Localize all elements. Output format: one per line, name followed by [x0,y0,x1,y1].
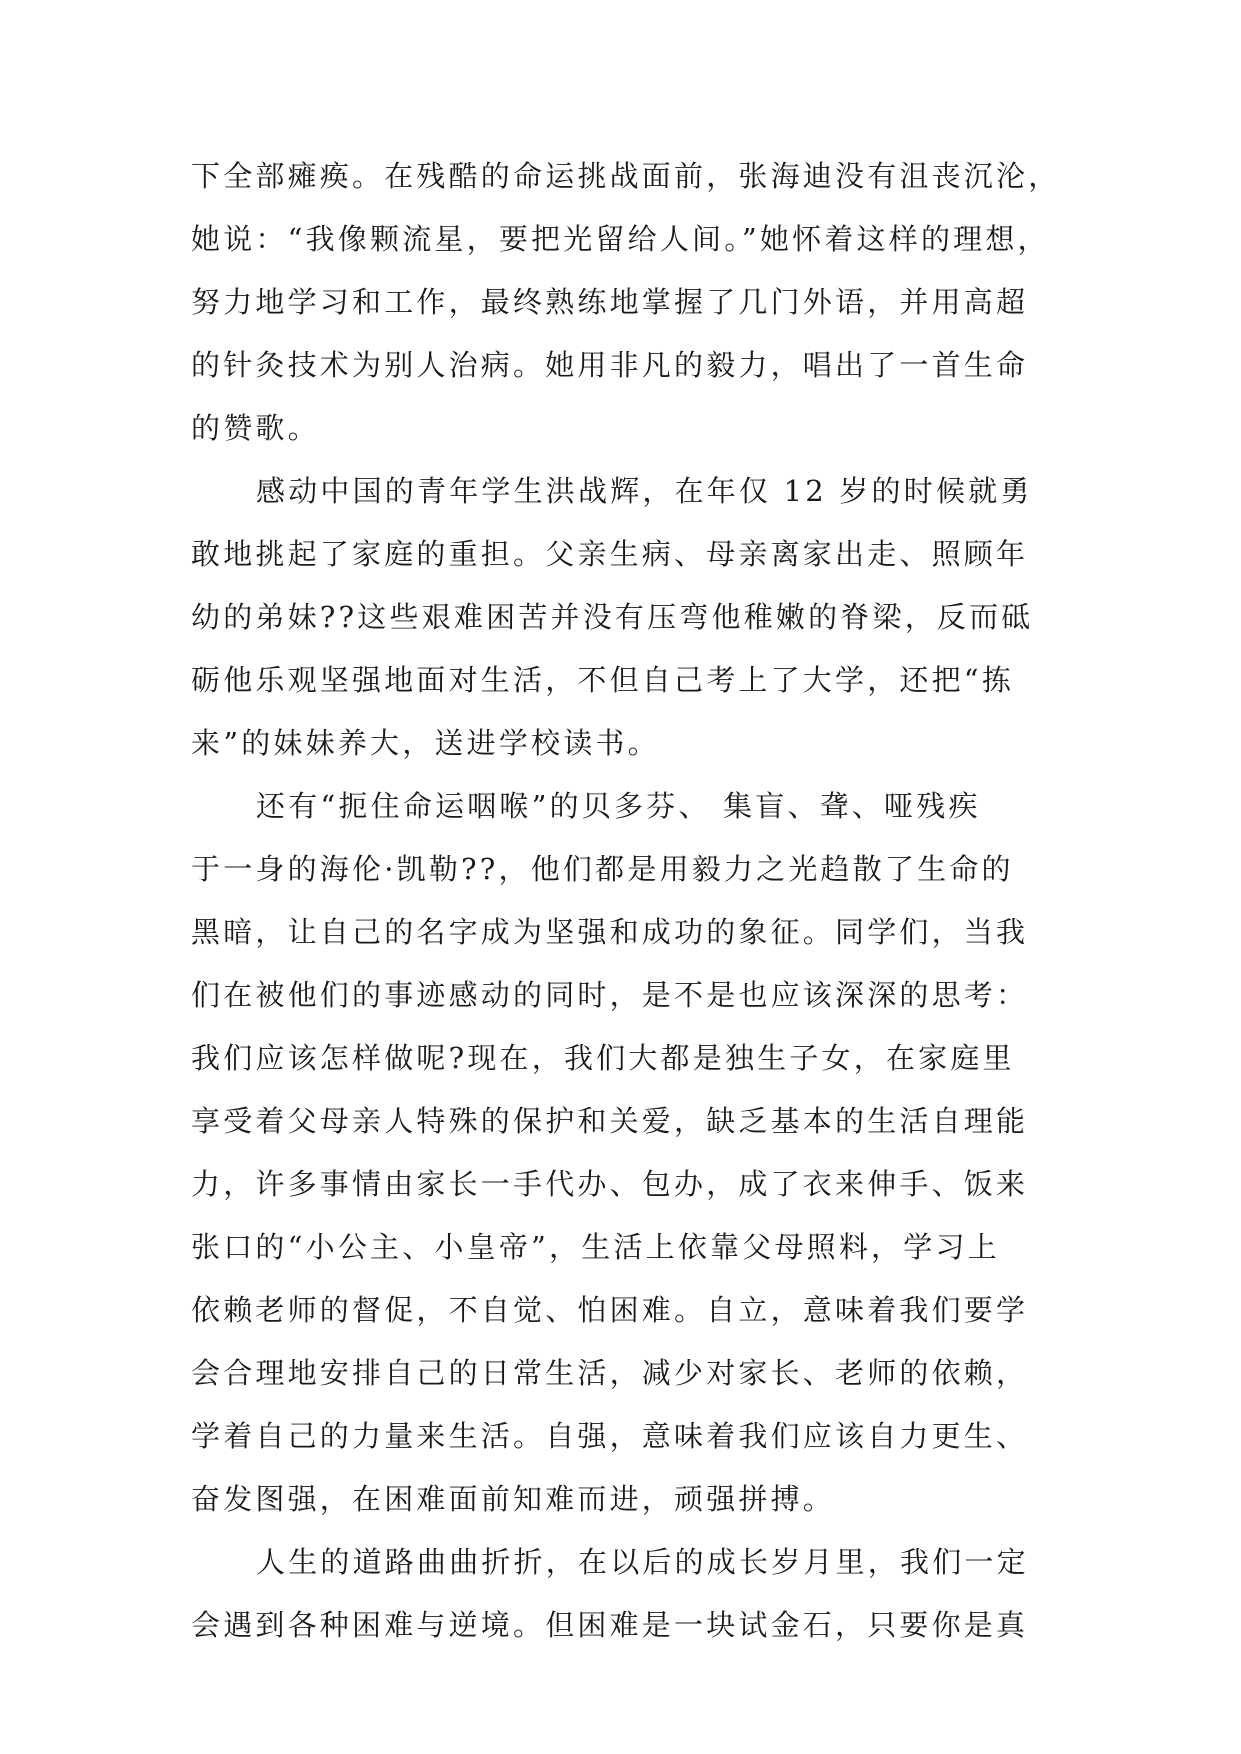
text-line: 的针灸技术为别人治病。她用非凡的毅力，唱出了一首生命 [191,348,1029,382]
text-line: 砺他乐观坚强地面对生活，不但自己考上了大学，还把“拣 [191,663,1015,697]
text-line: 来”的妹妹养大，送进学校读书。 [191,726,660,760]
text-line: 依赖老师的督促，不自觉、怕困难。自立，意味着我们要学 [191,1293,1029,1327]
text-line: 会遇到各种困难与逆境。但困难是一块试金石，只要你是真 [191,1608,1029,1642]
paragraph-zhang-haidi [191,145,1061,460]
text-line: 的赞歌。 [191,411,320,445]
text-line: 敢地挑起了家庭的重担。父亲生病、母亲离家出走、照顾年 [191,537,1029,571]
text-line: 感动中国的青年学生洪战辉，在年仅 12 岁的时候就勇 [256,474,1033,508]
text-line: 张口的“小公主、小皇帝”，生活上依靠父母照料，学习上 [191,1230,1000,1264]
text-line: 还有“扼住命运咽喉”的贝多芬、 集盲、聋、哑残疾 [256,789,981,823]
text-line: 人生的道路曲曲折折，在以后的成长岁月里，我们一定 [256,1545,1029,1579]
text-line: 她说：“我像颗流星，要把光留给人间。”她怀着这样的理想， [191,222,1050,256]
paragraph-life-road [191,1531,1051,1657]
text-line: 黑暗，让自己的名字成为坚强和成功的象征。同学们，当我 [191,915,1029,949]
text-line: 力，许多事情由家长一手代办、包办，成了衣来伸手、饭来 [191,1167,1029,1201]
paragraph-hong-zhanhui [191,460,1051,775]
text-line: 们在被他们的事迹感动的同时，是不是也应该深深的思考： [191,978,1029,1012]
text-line: 享受着父母亲人特殊的保护和关爱，缺乏基本的生活自理能 [191,1104,1029,1138]
text-line: 幼的弟妹??这些艰难困苦并没有压弯他稚嫩的脊梁，反而砥 [191,600,1034,634]
text-line: 努力地学习和工作，最终熟练地掌握了几门外语，并用高超 [191,285,1029,319]
text-line: 我们应该怎样做呢?现在，我们大都是独生子女，在家庭里 [191,1041,1015,1075]
text-line: 奋发图强，在困难面前知难而进，顽强拼搏。 [191,1482,836,1516]
paragraph-self-reliance [191,775,1051,1531]
text-line: 下全部瘫痪。在残酷的命运挑战面前，张海迪没有沮丧沉沦， [191,159,1061,193]
text-line: 会合理地安排自己的日常生活，减少对家长、老师的依赖， [191,1356,1029,1390]
text-line: 学着自己的力量来生活。自强，意味着我们应该自力更生、 [191,1419,1029,1453]
document-body [191,145,1061,1657]
text-line: 于一身的海伦·凯勒??，他们都是用毅力之光趋散了生命的 [191,852,1014,886]
